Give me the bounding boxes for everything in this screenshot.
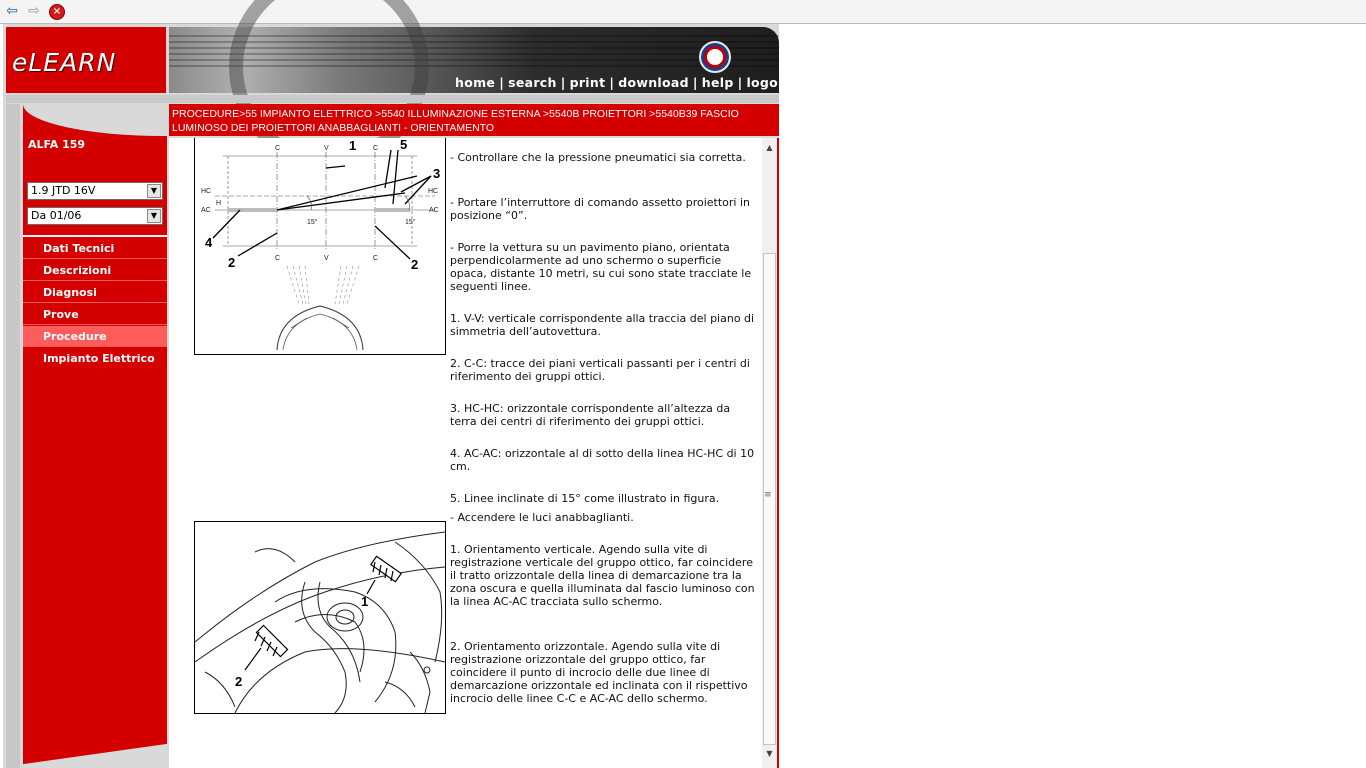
figure-label-c: C — [275, 255, 281, 262]
instruction-paragraph: - Controllare che la pressione pneumatici sia corretta. — [450, 151, 746, 164]
sidebar-item-dati-tecnici[interactable]: Dati Tecnici — [23, 238, 167, 259]
scroll-down-icon[interactable]: ▼ — [766, 749, 773, 758]
header-banner — [169, 27, 794, 93]
breadcrumb: PROCEDURE>55 IMPIANTO ELETTRICO >5540 ILLUMINAZIONE ESTERNA >5540B PROIETTORI >5540B39 FASCIO LUMINOSO DEI PROIETTORI ANABBAGLIANTI - ORIENTAMENTO — [169, 104, 779, 136]
adjustment-screws-illustration — [194, 521, 446, 714]
sidebar-margin — [6, 104, 20, 768]
figure-label-angle: 15° — [405, 219, 416, 226]
figure-label-c: C — [275, 145, 281, 152]
figure-label-v: V — [324, 145, 329, 152]
engine-select-value: 1.9 JTD 16V — [31, 184, 96, 197]
nav-help-link[interactable]: help — [701, 75, 734, 90]
figure-label-ac: AC — [429, 207, 439, 214]
nav-separator: | — [609, 75, 615, 90]
header-nav — [455, 75, 794, 90]
nav-separator: | — [560, 75, 566, 90]
sidebar-item-descrizioni[interactable]: Descrizioni — [23, 260, 167, 281]
instruction-paragraph: 4. AC-AC: orizzontale al di sotto della linea HC-HC di 10 cm. — [450, 447, 755, 473]
engine-select[interactable] — [27, 182, 163, 200]
sidebar-item-impianto-elettrico[interactable]: Impianto Elettrico — [43, 352, 155, 365]
scroll-up-icon[interactable]: ▲ — [766, 143, 773, 152]
figure-label-ac: AC — [201, 207, 211, 214]
nav-separator: | — [692, 75, 698, 90]
figure-callout-5: 5 — [400, 137, 408, 152]
sidebar — [23, 104, 167, 744]
instruction-paragraph: - Portare l’interruttore di comando assetto proiettori in posizione “0”. — [450, 196, 750, 222]
scrollbar-grip-icon: ≡ — [764, 490, 772, 500]
vehicle-model: ALFA 159 — [28, 138, 86, 151]
instruction-paragraph: 1. Orientamento verticale. Agendo sulla vite di registrazione verticale del gruppo ottico, far coincidere il tratto orizzontale della linea di demarcazione tra la zona oscura e quella illuminata dal fascio luminoso con la linea AC-AC tracciata sullo schermo. — [450, 543, 755, 608]
sidebar-bottom-corner — [23, 744, 167, 768]
headlight-aiming-diagram — [194, 138, 446, 355]
nav-home-link[interactable]: home — [455, 75, 496, 90]
figure-callout-4: 4 — [205, 235, 213, 250]
sidebar-item-prove[interactable]: Prove — [23, 304, 167, 325]
figure-label-v: V — [324, 255, 329, 262]
sidebar-divider — [23, 235, 167, 237]
instruction-paragraph: - Accendere le luci anabbaglianti. — [450, 511, 634, 524]
instruction-paragraph: - Porre la vettura su un pavimento piano, orientata perpendicolarmente ad uno schermo o superficie opaca, distante 10 metri, su cui sono state tracciate le seguenti linee. — [450, 241, 752, 293]
browser-toolbar — [0, 0, 1366, 24]
elearn-logo: eLEARN — [12, 48, 117, 77]
nav-separator: | — [499, 75, 505, 90]
date-select[interactable] — [27, 207, 163, 225]
nav-separator: | — [737, 75, 743, 90]
alfa-romeo-logo-icon — [699, 41, 731, 73]
date-select-value: Da 01/06 — [31, 209, 82, 222]
nav-print-link[interactable]: print — [569, 75, 606, 90]
figure-label-angle: 15° — [307, 219, 318, 226]
close-icon[interactable]: × — [49, 4, 65, 20]
chevron-down-icon[interactable]: ▼ — [147, 184, 161, 198]
figure-label-h: H — [216, 200, 222, 207]
figure-callout-3: 3 — [433, 166, 441, 181]
figure-callout-1: 1 — [349, 138, 357, 153]
figure-callout-2: 2 — [228, 255, 236, 270]
content-right-border — [777, 138, 779, 768]
instruction-paragraph: 3. HC-HC: orizzontale corrispondente all’altezza da terra dei centri di riferimento dei gruppi ottici. — [450, 402, 731, 428]
nav-download-link[interactable]: download — [618, 75, 689, 90]
sidebar-item-diagnosi[interactable]: Diagnosi — [23, 282, 167, 303]
nav-logout-link[interactable]: logout — [746, 75, 794, 90]
back-arrow-icon[interactable]: ⇦ — [6, 3, 18, 19]
header-divider — [6, 95, 779, 103]
sidebar-item-procedure[interactable]: Procedure — [23, 326, 167, 347]
instruction-paragraph: 2. C-C: tracce dei piani verticali passanti per i centri di riferimento dei gruppi ottici. — [450, 357, 750, 383]
instruction-paragraph: 1. V-V: verticale corrispondente alla traccia del piano di simmetria dell’autovettura. — [450, 312, 755, 338]
figure-label-hc: HC — [201, 188, 212, 195]
figure-label-c: C — [373, 255, 379, 262]
figure-label-c: C — [373, 145, 379, 152]
instruction-paragraph: 2. Orientamento orizzontale. Agendo sulla vite di registrazione orizzontale del gruppo ottico, far coincidere il punto di incrocio delle due linee di demarcazione orizzontale ed inclinata con il rispettivo incrocio delle linee C-C e AC-AC dello schermo. — [450, 640, 748, 705]
figure-label-hc: HC — [428, 188, 439, 195]
forward-arrow-icon[interactable]: ⇨ — [28, 3, 40, 19]
figure-callout-1: 1 — [361, 594, 369, 609]
nav-search-link[interactable]: search — [508, 75, 557, 90]
instruction-paragraph: 5. Linee inclinate di 15° come illustrato in figura. — [450, 492, 720, 505]
figure-callout-2: 2 — [235, 674, 243, 689]
chevron-down-icon[interactable]: ▼ — [147, 209, 161, 223]
figure-callout-2: 2 — [411, 257, 419, 272]
